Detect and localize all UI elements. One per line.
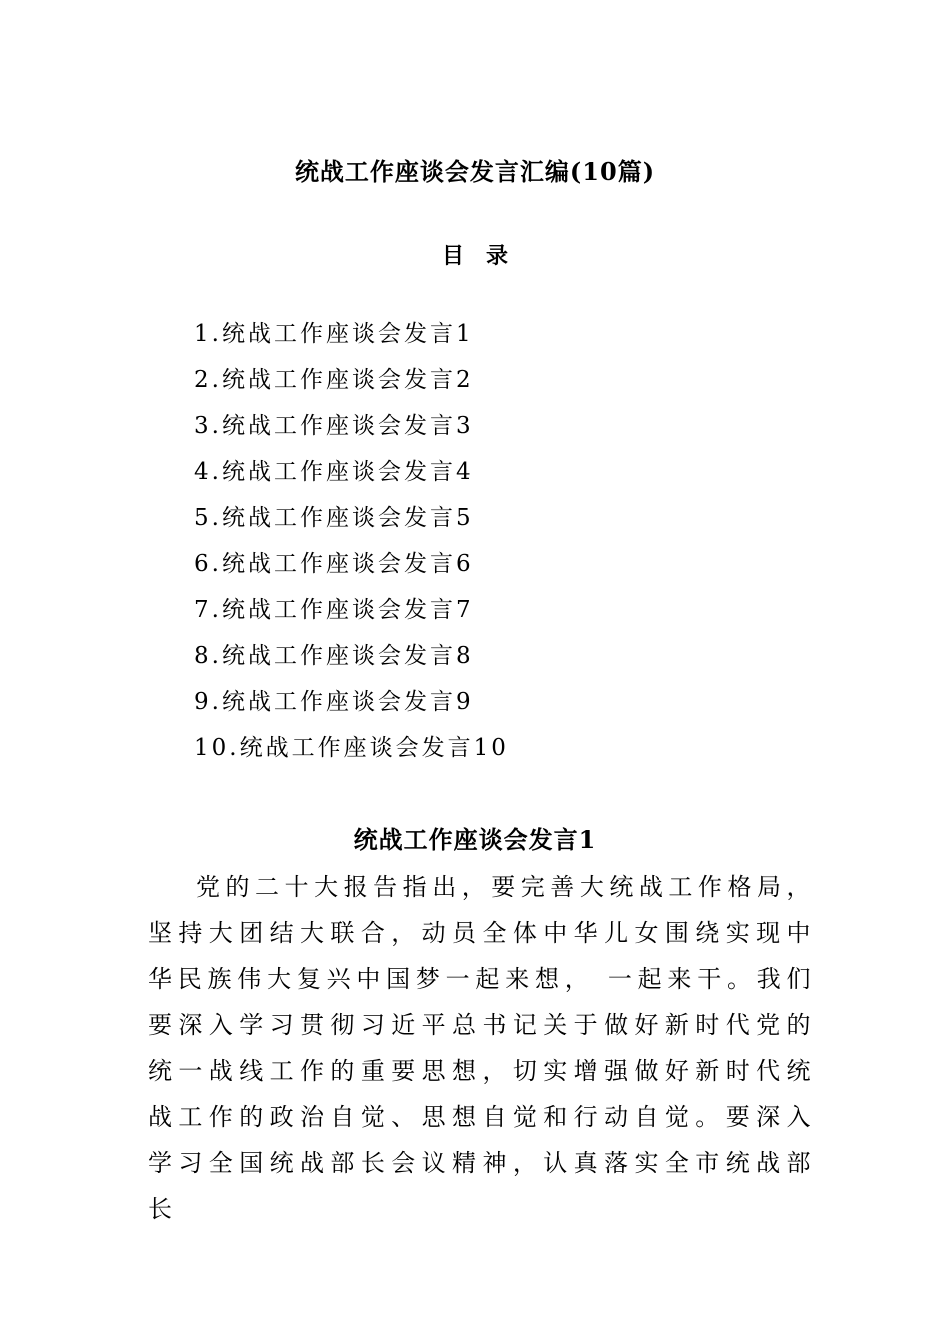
document-title: 统战工作座谈会发言汇编(10篇) [294, 157, 656, 186]
toc-item: 8.统战工作座谈会发言8 [194, 643, 474, 669]
section-title: 统战工作座谈会发言1 [353, 825, 597, 854]
toc-heading-char-1: 目 [441, 243, 464, 269]
toc-item: 7.统战工作座谈会发言7 [194, 597, 474, 623]
toc-item: 2.统战工作座谈会发言2 [194, 367, 474, 393]
toc-item: 6.统战工作座谈会发言6 [194, 551, 474, 577]
toc-item: 1.统战工作座谈会发言1 [194, 321, 474, 347]
toc-heading-char-2: 录 [486, 243, 509, 269]
toc-item: 5.统战工作座谈会发言5 [194, 505, 474, 531]
toc-item: 4.统战工作座谈会发言4 [194, 459, 474, 485]
toc-item: 9.统战工作座谈会发言9 [194, 689, 474, 715]
toc-item: 10.统战工作座谈会发言10 [194, 735, 509, 761]
table-of-contents [194, 311, 509, 771]
toc-item: 3.统战工作座谈会发言3 [194, 413, 474, 439]
body-paragraph: 党的二十大报告指出，要完善大统战工作格局，坚持大团结大联合，动员全体中华儿女围绕实现中华民族伟大复兴中国梦一起来想， 一起来干。我们要深入学习贯彻习近平总书记关于做好新时代党的统一战线工作的重要思想，切实增强做好新时代统战工作的政治自觉、思想自觉和行动自觉。要深入学习全国统战部长会议精神，认真落实全市统战部长 [148, 873, 816, 1223]
toc-heading [0, 238, 950, 274]
